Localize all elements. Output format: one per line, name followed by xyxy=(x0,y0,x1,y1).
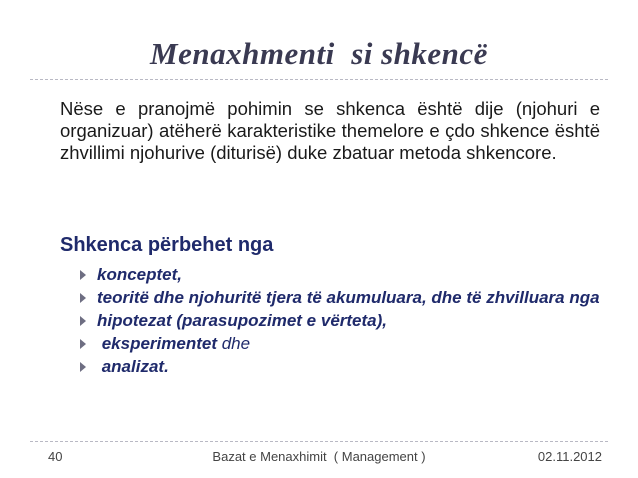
bullet-arrow-icon xyxy=(80,270,86,280)
title-divider xyxy=(30,79,608,80)
list-item xyxy=(80,333,600,354)
list-item-text: hipotezat (parasupozimet e vërteta), xyxy=(97,311,388,330)
bullet-arrow-icon xyxy=(80,339,86,349)
bullet-arrow-icon xyxy=(80,293,86,303)
footer-date: 02.11.2012 xyxy=(537,449,602,464)
bullet-arrow-icon xyxy=(80,316,86,326)
page-number: 40 xyxy=(48,449,63,464)
list-item-text: konceptet, xyxy=(97,265,183,284)
list-item-suffix: dhe xyxy=(217,334,251,353)
list-item xyxy=(80,310,600,331)
bullet-list xyxy=(80,264,600,379)
list-item-text: analizat. xyxy=(97,357,169,376)
list-item-text: teoritë dhe njohuritë tjera të akumuluara, dhe të zhvilluara nga xyxy=(97,288,600,307)
intro-paragraph: Nëse e pranojmë pohimin se shkenca është dije (njohuri e organizuar) atëherë karakteristike themelore e çdo shkence është zhvillimi njohurive (diturisë) duke zbatuar metoda shkencore. xyxy=(60,98,600,163)
slide-title: Menaxhmenti si shkencë xyxy=(150,36,488,71)
list-item xyxy=(80,356,600,377)
footer-divider xyxy=(30,441,608,442)
list-item xyxy=(80,264,600,285)
list-heading: Shkenca përbehet nga xyxy=(60,234,274,256)
list-item xyxy=(80,287,600,308)
footer-course-title: Bazat e Menaxhimit ( Management ) xyxy=(212,449,426,464)
list-item-text: eksperimentet xyxy=(97,334,217,353)
bullet-arrow-icon xyxy=(80,362,86,372)
